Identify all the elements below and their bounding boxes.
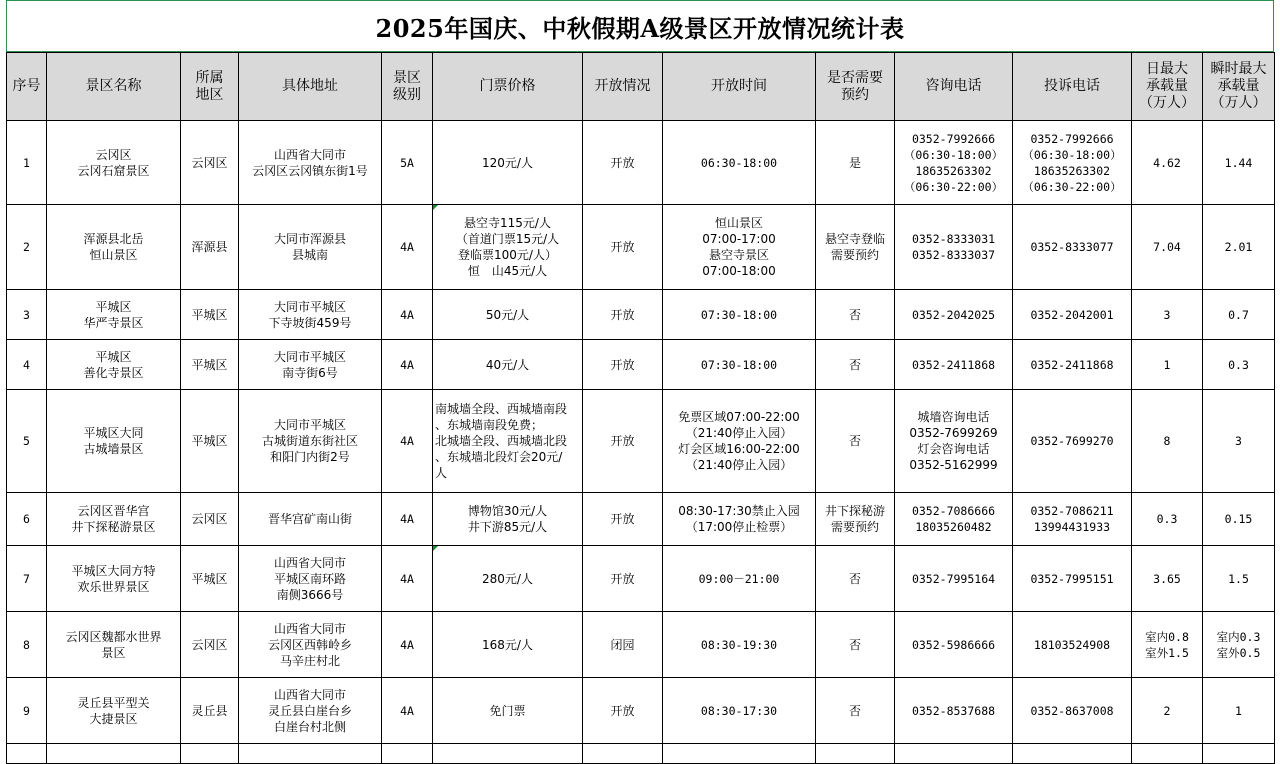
cell-price[interactable]: 40元/人: [433, 340, 583, 390]
cell-consult[interactable]: 0352-2042025: [895, 290, 1013, 340]
cell-complaint[interactable]: 0352-2411868: [1013, 340, 1132, 390]
table-row: [7, 612, 1275, 678]
table-row: [7, 546, 1275, 612]
cell-region[interactable]: 平城区: [181, 390, 239, 493]
cell-daily[interactable]: 2: [1132, 678, 1203, 744]
header-consult[interactable]: 咨询电话: [895, 53, 1013, 121]
table-row: [7, 340, 1275, 390]
cell-address[interactable]: 大同市平城区 下寺坡街459号: [239, 290, 382, 340]
cell-status[interactable]: 开放: [583, 290, 663, 340]
cell-address[interactable]: 山西省大同市 云冈区云冈镇东街1号: [239, 121, 382, 205]
cell-instant[interactable]: 2.01: [1203, 205, 1275, 290]
cell-complaint[interactable]: 0352-2042001: [1013, 290, 1132, 340]
cell-region[interactable]: 云冈区: [181, 612, 239, 678]
cell-instant[interactable]: 1: [1203, 678, 1275, 744]
cell-level[interactable]: 4A: [382, 290, 433, 340]
cell-name[interactable]: 云冈区魏都水世界 景区: [47, 612, 181, 678]
cell-status[interactable]: 开放: [583, 678, 663, 744]
cell-booking[interactable]: 是: [816, 121, 895, 205]
cell-price[interactable]: 120元/人: [433, 121, 583, 205]
cell-level[interactable]: 4A: [382, 390, 433, 493]
cell-consult[interactable]: 0352-5986666: [895, 612, 1013, 678]
cell-empty[interactable]: [181, 744, 239, 764]
cell-name[interactable]: 平城区大同 古城墙景区: [47, 390, 181, 493]
table-row: [7, 290, 1275, 340]
cell-no[interactable]: 5: [7, 390, 47, 493]
cell-level[interactable]: 4A: [382, 493, 433, 546]
cell-address[interactable]: 大同市平城区 古城街道东街社区 和阳门内街2号: [239, 390, 382, 493]
cell-instant[interactable]: 0.7: [1203, 290, 1275, 340]
header-complaint[interactable]: 投诉电话: [1013, 53, 1132, 121]
cell-name[interactable]: 平城区 善化寺景区: [47, 340, 181, 390]
table-row: [7, 390, 1275, 493]
cell-hours[interactable]: 免票区域07:00-22:00 （21:40停止入园） 灯会区域16:00-22:00 （21:40停止入园）: [663, 390, 816, 493]
cell-no[interactable]: 3: [7, 290, 47, 340]
cell-empty[interactable]: [816, 744, 895, 764]
cell-daily[interactable]: 3: [1132, 290, 1203, 340]
header-no[interactable]: 序号: [7, 53, 47, 121]
cell-region[interactable]: 灵丘县: [181, 678, 239, 744]
cell-booking[interactable]: 否: [816, 546, 895, 612]
cell-hours[interactable]: 09:00－21:00: [663, 546, 816, 612]
header-region[interactable]: 所属 地区: [181, 53, 239, 121]
header-level[interactable]: 景区 级别: [382, 53, 433, 121]
header-address[interactable]: 具体地址: [239, 53, 382, 121]
cell-level[interactable]: 5A: [382, 121, 433, 205]
cell-status[interactable]: 开放: [583, 390, 663, 493]
cell-daily[interactable]: 室内0.8 室外1.5: [1132, 612, 1203, 678]
cell-level[interactable]: 4A: [382, 340, 433, 390]
cell-booking[interactable]: 否: [816, 340, 895, 390]
cell-daily[interactable]: 1: [1132, 340, 1203, 390]
cell-consult[interactable]: 0352-2411868: [895, 340, 1013, 390]
cell-no[interactable]: 4: [7, 340, 47, 390]
table-row: [7, 205, 1275, 290]
header-hours[interactable]: 开放时间: [663, 53, 816, 121]
table-row: [7, 744, 1275, 764]
cell-empty[interactable]: [239, 744, 382, 764]
cell-hours[interactable]: 07:30-18:00: [663, 290, 816, 340]
cell-no[interactable]: 2: [7, 205, 47, 290]
cell-complaint[interactable]: 0352-7992666 （06:30-18:00） 18635263302 （06:30-22:00）: [1013, 121, 1132, 205]
cell-no[interactable]: 1: [7, 121, 47, 205]
cell-hours[interactable]: 08:30-19:30: [663, 612, 816, 678]
cell-empty[interactable]: [1132, 744, 1203, 764]
cell-region[interactable]: 浑源县: [181, 205, 239, 290]
cell-instant[interactable]: 1.5: [1203, 546, 1275, 612]
cell-hours[interactable]: 08:30-17:30禁止入园 （17:00停止检票）: [663, 493, 816, 546]
cell-daily[interactable]: 4.62: [1132, 121, 1203, 205]
cell-hours[interactable]: 06:30-18:00: [663, 121, 816, 205]
cell-daily[interactable]: 8: [1132, 390, 1203, 493]
cell-daily[interactable]: 3.65: [1132, 546, 1203, 612]
cell-price[interactable]: 50元/人: [433, 290, 583, 340]
cell-region[interactable]: 平城区: [181, 340, 239, 390]
cell-status[interactable]: 开放: [583, 205, 663, 290]
cell-price[interactable]: 南城墙全段、西城墙南段 、东城墙南段免费； 北城墙全段、西城墙北段 、东城墙北段灯会20元/ 人: [433, 390, 583, 493]
cell-region[interactable]: 平城区: [181, 290, 239, 340]
cell-address[interactable]: 晋华宫矿南山街: [239, 493, 382, 546]
cell-booking[interactable]: 井下探秘游 需要预约: [816, 493, 895, 546]
cell-empty[interactable]: [895, 744, 1013, 764]
table-row: [7, 493, 1275, 546]
cell-price[interactable]: 280元/人: [433, 546, 583, 612]
header-price[interactable]: 门票价格: [433, 53, 583, 121]
cell-empty[interactable]: [7, 744, 47, 764]
cell-level[interactable]: 4A: [382, 678, 433, 744]
cell-consult[interactable]: 0352-7086666 18035260482: [895, 493, 1013, 546]
cell-booking[interactable]: 否: [816, 390, 895, 493]
cell-daily[interactable]: 7.04: [1132, 205, 1203, 290]
cell-name[interactable]: 云冈区 云冈石窟景区: [47, 121, 181, 205]
cell-instant[interactable]: 0.15: [1203, 493, 1275, 546]
cell-no[interactable]: 7: [7, 546, 47, 612]
table-row: [7, 121, 1275, 205]
cell-booking[interactable]: 否: [816, 290, 895, 340]
cell-instant[interactable]: 0.3: [1203, 340, 1275, 390]
cell-instant[interactable]: 1.44: [1203, 121, 1275, 205]
title-cell[interactable]: [6, 0, 1274, 52]
cell-status[interactable]: 开放: [583, 121, 663, 205]
header-daily-capacity[interactable]: 日最大 承载量 （万人）: [1132, 53, 1203, 121]
cell-consult[interactable]: 城墙咨询电话 0352-7699269 灯会咨询电话 0352-5162999: [895, 390, 1013, 493]
cell-complaint[interactable]: 0352-7086211 13994431933: [1013, 493, 1132, 546]
cell-status[interactable]: 闭园: [583, 612, 663, 678]
header-name[interactable]: 景区名称: [47, 53, 181, 121]
cell-address[interactable]: 大同市平城区 南寺街6号: [239, 340, 382, 390]
cell-booking[interactable]: 否: [816, 612, 895, 678]
cell-level[interactable]: 4A: [382, 546, 433, 612]
cell-complaint[interactable]: 0352-8333077: [1013, 205, 1132, 290]
scenic-area-table: [6, 52, 1275, 764]
cell-empty[interactable]: [433, 744, 583, 764]
cell-price[interactable]: 博物馆30元/人 井下游85元/人: [433, 493, 583, 546]
page-title: 2025年国庆、中秋假期A级景区开放情况统计表: [375, 13, 905, 43]
cell-address[interactable]: 山西省大同市 云冈区西韩岭乡 马辛庄村北: [239, 612, 382, 678]
cell-no[interactable]: 8: [7, 612, 47, 678]
cell-no[interactable]: 9: [7, 678, 47, 744]
cell-instant[interactable]: 3: [1203, 390, 1275, 493]
cell-price[interactable]: 悬空寺115元/人 （首道门票15元/人 登临票100元/人） 恒 山45元/人: [433, 205, 583, 290]
cell-name[interactable]: 平城区大同方特 欢乐世界景区: [47, 546, 181, 612]
cell-level[interactable]: 4A: [382, 612, 433, 678]
cell-booking[interactable]: 否: [816, 678, 895, 744]
cell-hours[interactable]: 恒山景区 07:00-17:00 悬空寺景区 07:00-18:00: [663, 205, 816, 290]
cell-address[interactable]: 山西省大同市 灵丘县白崖台乡 白崖台村北侧: [239, 678, 382, 744]
cell-name[interactable]: 平城区 华严寺景区: [47, 290, 181, 340]
cell-region[interactable]: 平城区: [181, 546, 239, 612]
cell-price[interactable]: 免门票: [433, 678, 583, 744]
cell-complaint[interactable]: 0352-7699270: [1013, 390, 1132, 493]
cell-booking[interactable]: 悬空寺登临 需要预约: [816, 205, 895, 290]
cell-status[interactable]: 开放: [583, 546, 663, 612]
cell-address[interactable]: 大同市浑源县 县城南: [239, 205, 382, 290]
cell-instant[interactable]: 室内0.3 室外0.5: [1203, 612, 1275, 678]
cell-price[interactable]: 168元/人: [433, 612, 583, 678]
cell-empty[interactable]: [1203, 744, 1275, 764]
cell-empty[interactable]: [583, 744, 663, 764]
header-booking[interactable]: 是否需要 预约: [816, 53, 895, 121]
cell-complaint[interactable]: 0352-8637008: [1013, 678, 1132, 744]
cell-empty[interactable]: [47, 744, 181, 764]
cell-status[interactable]: 开放: [583, 340, 663, 390]
cell-hours[interactable]: 07:30-18:00: [663, 340, 816, 390]
cell-daily[interactable]: 0.3: [1132, 493, 1203, 546]
cell-name[interactable]: 浑源县北岳 恒山景区: [47, 205, 181, 290]
cell-consult[interactable]: 0352-8333031 0352-8333037: [895, 205, 1013, 290]
header-instant-capacity[interactable]: 瞬时最大 承载量 （万人）: [1203, 53, 1275, 121]
cell-complaint[interactable]: 0352-7995151: [1013, 546, 1132, 612]
cell-name[interactable]: 云冈区晋华宫 井下探秘游景区: [47, 493, 181, 546]
cell-consult[interactable]: 0352-7995164: [895, 546, 1013, 612]
cell-region[interactable]: 云冈区: [181, 121, 239, 205]
cell-consult[interactable]: 0352-7992666 （06:30-18:00） 18635263302 （06:30-22:00）: [895, 121, 1013, 205]
cell-consult[interactable]: 0352-8537688: [895, 678, 1013, 744]
cell-name[interactable]: 灵丘县平型关 大捷景区: [47, 678, 181, 744]
cell-level[interactable]: 4A: [382, 205, 433, 290]
cell-empty[interactable]: [1013, 744, 1132, 764]
cell-empty[interactable]: [663, 744, 816, 764]
table-row: [7, 678, 1275, 744]
cell-status[interactable]: 开放: [583, 493, 663, 546]
cell-empty[interactable]: [382, 744, 433, 764]
cell-region[interactable]: 云冈区: [181, 493, 239, 546]
cell-address[interactable]: 山西省大同市 平城区南环路 南侧3666号: [239, 546, 382, 612]
header-row: [7, 53, 1275, 121]
cell-hours[interactable]: 08:30-17:30: [663, 678, 816, 744]
cell-no[interactable]: 6: [7, 493, 47, 546]
cell-complaint[interactable]: 18103524908: [1013, 612, 1132, 678]
header-status[interactable]: 开放情况: [583, 53, 663, 121]
